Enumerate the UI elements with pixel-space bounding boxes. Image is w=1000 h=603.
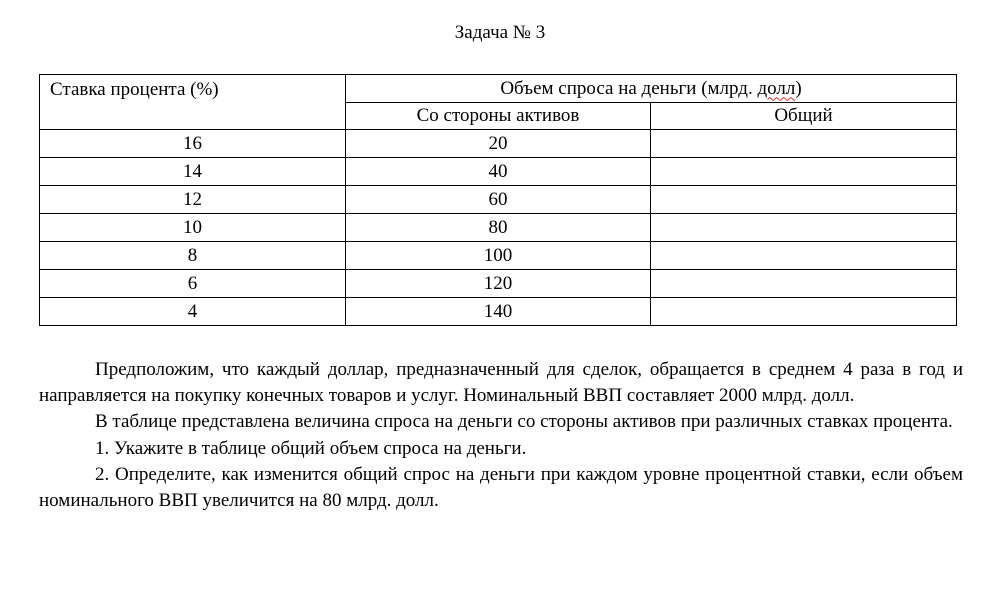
spellcheck-flagged-word: долл: [757, 77, 796, 99]
assets-cell: 100: [346, 242, 651, 270]
total-cell: [651, 214, 957, 242]
total-cell: [651, 270, 957, 298]
paragraph-table-intro: В таблице представлена величина спроса на деньги со стороны активов при различных ставках процента.: [95, 411, 953, 433]
total-cell: [651, 158, 957, 186]
assets-column-header: Со стороны активов: [346, 103, 651, 130]
demand-group-header: [346, 75, 957, 103]
assets-cell: 120: [346, 270, 651, 298]
total-cell: [651, 130, 957, 158]
total-cell: [651, 242, 957, 270]
problem-text: [39, 357, 963, 514]
question-1: 1. Укажите в таблице общий объем спроса на деньги.: [95, 437, 527, 459]
rate-cell: 8: [40, 242, 346, 270]
rate-cell: 6: [40, 270, 346, 298]
total-cell: [651, 186, 957, 214]
assets-cell: 60: [346, 186, 651, 214]
demand-table: [39, 74, 957, 326]
table-row: [40, 158, 957, 186]
total-column-header: Общий: [651, 103, 957, 130]
total-cell: [651, 298, 957, 326]
rate-column-header: Ставка процента (%): [40, 75, 346, 130]
rate-cell: 12: [40, 186, 346, 214]
rate-cell: 16: [40, 130, 346, 158]
table-row: [40, 214, 957, 242]
paragraph-premise: Предположим, что каждый доллар, предназначенный для сделок, обращается в среднем 4 раза в год и направляется на покупку конечных товаров и услуг. Номинальный ВВП составляет 2000 млрд. долл.: [39, 359, 963, 407]
assets-cell: 80: [346, 214, 651, 242]
demand-group-prefix: Объем спроса на деньги (млрд.: [500, 77, 758, 99]
table-row: [40, 130, 957, 158]
table-row: [40, 298, 957, 326]
question-2: 2. Определите, как изменится общий спрос на деньги при каждом уровне процентной ставки, если объем номинального ВВП увеличится на 80 млрд. долл.: [39, 463, 963, 512]
table-row: [40, 270, 957, 298]
rate-cell: 10: [40, 214, 346, 242]
table-header-row: [40, 75, 957, 103]
demand-group-close: ): [795, 77, 802, 99]
table-row: [40, 242, 957, 270]
rate-cell: 4: [40, 298, 346, 326]
rate-cell: 14: [40, 158, 346, 186]
assets-cell: 20: [346, 130, 651, 158]
document-title: Задача № 3: [454, 22, 546, 43]
assets-cell: 40: [346, 158, 651, 186]
table-row: [40, 186, 957, 214]
assets-cell: 140: [346, 298, 651, 326]
